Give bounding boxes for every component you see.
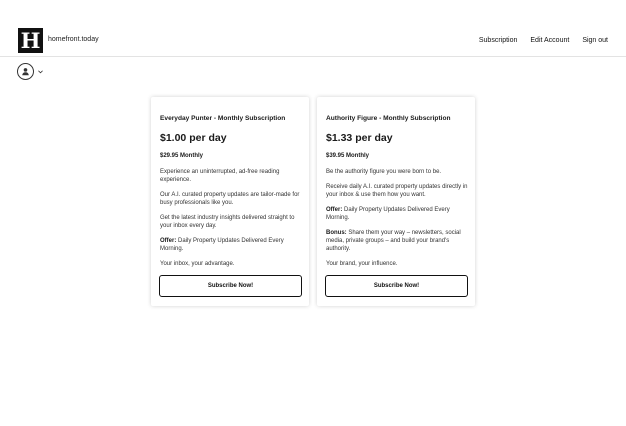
- brand-name[interactable]: homefront.today: [48, 36, 99, 43]
- plan-card-everyday-punter: [151, 97, 309, 306]
- plan-description: [326, 168, 468, 275]
- nav-sign-out[interactable]: Sign out: [582, 37, 608, 44]
- plan-desc-1: Be the authority figure you were born to be.: [326, 169, 442, 175]
- nav-edit-account[interactable]: Edit Account: [530, 37, 570, 44]
- plan-monthly-price: $39.95 Monthly: [326, 153, 370, 159]
- plan-title: Authority Figure - Monthly Subscription: [326, 115, 451, 122]
- user-icon[interactable]: [17, 63, 34, 80]
- top-nav: [479, 37, 608, 44]
- offer-label: Offer:: [326, 207, 343, 213]
- subscribe-button-authority-figure[interactable]: Subscribe Now!: [325, 275, 468, 297]
- plan-bonus: [326, 229, 468, 253]
- plan-desc-3: Get the latest industry insights delivered straight to your inbox every day.: [160, 215, 295, 229]
- plan-desc-1: Experience an uninterrupted, ad-free reading experience.: [160, 169, 280, 183]
- top-bar: [0, 0, 626, 57]
- plan-monthly-price: $29.95 Monthly: [160, 153, 204, 159]
- plan-offer: [326, 206, 468, 222]
- plan-desc-2: Our A.I. curated property updates are tailor-made for busy professionals like you.: [160, 192, 300, 206]
- plan-card-authority-figure: [317, 97, 475, 306]
- nav-subscription[interactable]: Subscription: [478, 37, 518, 44]
- plan-price: $1.33 per day: [326, 132, 393, 144]
- plan-tagline: Your inbox, your advantage.: [160, 261, 235, 267]
- user-menu[interactable]: [17, 63, 43, 80]
- logo[interactable]: H: [18, 28, 43, 53]
- chevron-down-icon[interactable]: [37, 69, 43, 75]
- plan-description: [160, 168, 302, 275]
- bonus-label: Bonus:: [326, 230, 347, 236]
- plan-title: Everyday Punter - Monthly Subscription: [160, 115, 286, 122]
- offer-label: Offer:: [160, 238, 177, 244]
- offer-text: Daily Property Updates Delivered Every Morning.: [326, 207, 450, 221]
- plan-price: $1.00 per day: [160, 132, 227, 144]
- plan-offer: [160, 237, 302, 253]
- subscribe-button-everyday-punter[interactable]: Subscribe Now!: [159, 275, 302, 297]
- offer-text: Daily Property Updates Delivered Every Morning.: [160, 238, 284, 252]
- bonus-text: Share them your way – newsletters, social media, private groups – and build your brand's authority.: [326, 230, 461, 252]
- plan-desc-2: Receive daily A.I. curated property updates directly in your inbox & use them how you want.: [326, 184, 468, 198]
- plan-tagline: Your brand, your influence.: [326, 261, 398, 267]
